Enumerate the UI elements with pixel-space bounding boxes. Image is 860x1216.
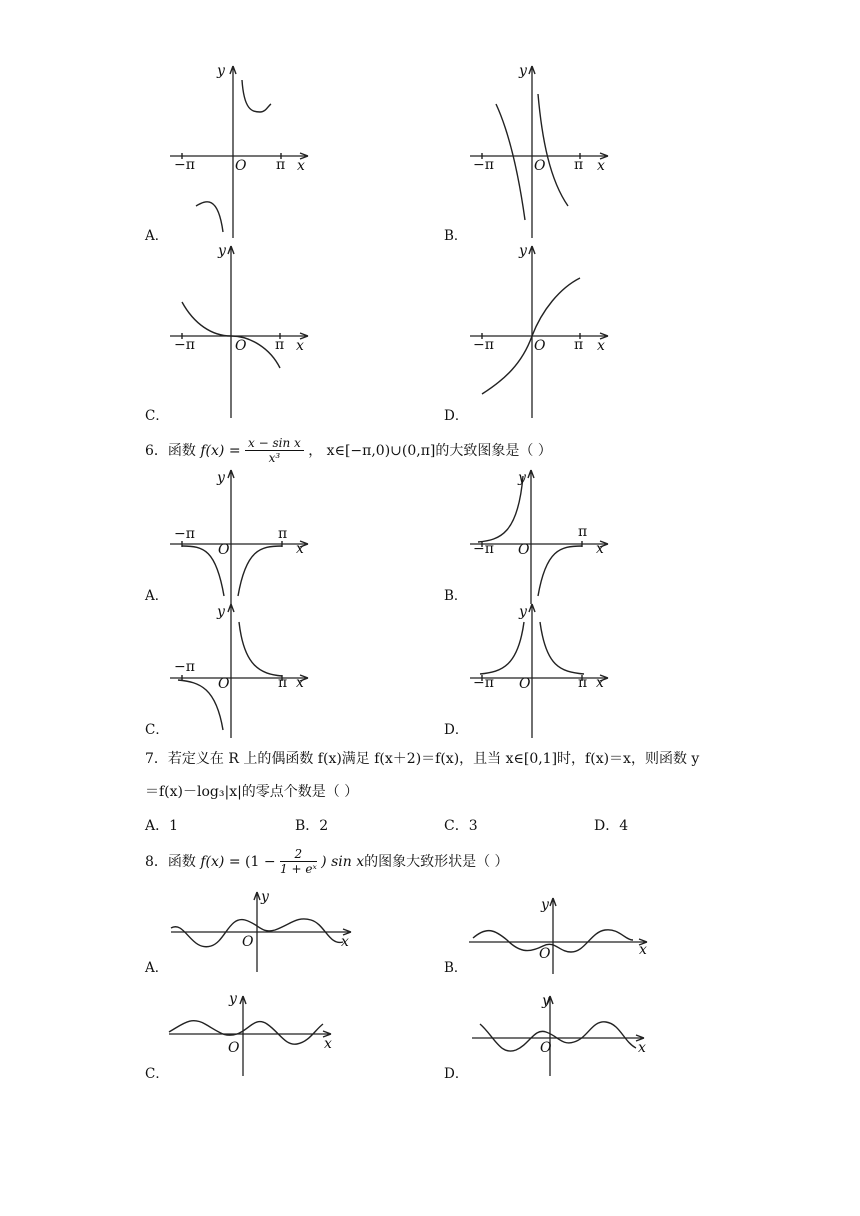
q8-frac-num: 2 bbox=[280, 847, 317, 862]
q5-option-a: A． bbox=[145, 228, 169, 244]
q7-choice-d: D．4 bbox=[594, 818, 629, 834]
q6-number: 6．函数 bbox=[145, 442, 196, 459]
q5b-y-label: y bbox=[519, 63, 527, 79]
q5d-x-label: x bbox=[597, 338, 605, 354]
q8a-x-label: x bbox=[341, 934, 349, 950]
q5a-origin: O bbox=[235, 158, 247, 174]
q8-func-lhs: f(x) = bbox=[200, 853, 241, 870]
q5b-x-label: x bbox=[597, 158, 605, 174]
q6-graph-d bbox=[460, 600, 620, 740]
q6-option-a: A． bbox=[145, 588, 169, 604]
q5a-pi: π bbox=[276, 157, 286, 173]
q8-paren-close: ) sin x bbox=[321, 853, 365, 870]
q8d-y-label: y bbox=[542, 993, 550, 1009]
q6c-y-label: y bbox=[217, 604, 225, 620]
q6d-pi: π bbox=[578, 675, 588, 691]
q8b-x-label: x bbox=[639, 942, 647, 958]
q8-option-a: A． bbox=[145, 960, 169, 976]
q6c-pi: π bbox=[278, 675, 288, 691]
q5b-negpi: −π bbox=[473, 157, 494, 173]
q6a-y-label: y bbox=[217, 470, 225, 486]
q8-graph-d bbox=[468, 994, 653, 1078]
q6b-y-label: y bbox=[518, 470, 526, 486]
q6-stem bbox=[145, 436, 552, 466]
q6c-x-label: x bbox=[296, 675, 304, 691]
q6b-negpi: −π bbox=[473, 541, 494, 557]
q6-frac-num: x − sin x bbox=[245, 436, 304, 451]
q8b-y-label: y bbox=[541, 897, 549, 913]
q6b-x-label: x bbox=[596, 541, 604, 557]
q5b-pi: π bbox=[574, 157, 584, 173]
q6-option-c: C． bbox=[145, 722, 169, 738]
q5-option-b: B． bbox=[444, 228, 468, 244]
q5-graph-d bbox=[460, 240, 620, 420]
q8-fraction bbox=[280, 847, 317, 877]
q8c-x-label: x bbox=[324, 1036, 332, 1052]
q7-choice-a: A．1 bbox=[145, 818, 179, 834]
q8-stem bbox=[145, 847, 509, 877]
q6-frac-den: x³ bbox=[268, 451, 281, 466]
q5c-x-label: x bbox=[296, 338, 304, 354]
q8b-origin: O bbox=[539, 946, 551, 962]
q8a-origin: O bbox=[242, 934, 254, 950]
q7-choice-c: C．3 bbox=[444, 818, 478, 834]
q5c-y-label: y bbox=[218, 243, 226, 259]
q8-question: 的图象大致形状是（ ） bbox=[364, 853, 509, 870]
q6-option-d: D． bbox=[444, 722, 469, 738]
q6c-origin: O bbox=[218, 676, 230, 692]
q6d-origin: O bbox=[519, 676, 531, 692]
q5a-x-label: x bbox=[297, 158, 305, 174]
q5c-negpi: −π bbox=[174, 337, 195, 353]
q8-frac-den: 1 + eˣ bbox=[280, 862, 317, 877]
q5-graph-c bbox=[160, 240, 320, 420]
q6a-pi: π bbox=[278, 526, 288, 542]
q8-option-c: C． bbox=[145, 1066, 169, 1082]
q6d-x-label: x bbox=[596, 675, 604, 691]
q7-stem-line1: 7．若定义在 R 上的偶函数 f(x)满足 f(x＋2)＝f(x)，且当 x∈[0,1]时，f(x)＝x，则函数 y bbox=[145, 751, 700, 767]
q8d-x-label: x bbox=[638, 1040, 646, 1056]
q8-graph-b bbox=[465, 896, 655, 976]
q6a-x-label: x bbox=[296, 541, 304, 557]
q5-graph-a bbox=[160, 60, 320, 240]
q6d-y-label: y bbox=[519, 604, 527, 620]
q7-stem-line2: ＝f(x)－log₃|x|的零点个数是（ ） bbox=[145, 784, 359, 800]
q5d-pi: π bbox=[574, 337, 584, 353]
q6c-negpi: −π bbox=[174, 659, 195, 675]
q8-number: 8．函数 bbox=[145, 853, 196, 870]
q6d-negpi: −π bbox=[473, 675, 494, 691]
q6-fraction bbox=[245, 436, 304, 466]
q6-option-b: B． bbox=[444, 588, 468, 604]
q6b-pi: π bbox=[578, 524, 588, 540]
q8d-origin: O bbox=[540, 1040, 552, 1056]
q5c-origin: O bbox=[235, 338, 247, 354]
q8-graph-c bbox=[165, 994, 340, 1078]
q6-func-lhs: f(x) = bbox=[200, 442, 241, 459]
q8-option-b: B． bbox=[444, 960, 468, 976]
q8c-origin: O bbox=[228, 1040, 240, 1056]
q5a-y-label: y bbox=[217, 63, 225, 79]
q6b-origin: O bbox=[518, 542, 530, 558]
q8a-y-label: y bbox=[261, 889, 269, 905]
q5d-origin: O bbox=[534, 338, 546, 354]
q5b-origin: O bbox=[534, 158, 546, 174]
q5a-negpi: −π bbox=[174, 157, 195, 173]
q5d-negpi: −π bbox=[473, 337, 494, 353]
q7-choice-b: B．2 bbox=[295, 818, 329, 834]
q5d-y-label: y bbox=[519, 243, 527, 259]
q8c-y-label: y bbox=[229, 991, 237, 1007]
q5c-pi: π bbox=[275, 337, 285, 353]
q8-option-d: D． bbox=[444, 1066, 469, 1082]
q5-option-d: D． bbox=[444, 408, 469, 424]
q6-question: 的大致图象是（ ） bbox=[435, 442, 552, 459]
q6-domain: ， x∈[−π,0)∪(0,π] bbox=[308, 442, 436, 459]
q6a-origin: O bbox=[218, 542, 230, 558]
q6-graph-b bbox=[460, 466, 620, 606]
q5-graph-b bbox=[460, 60, 620, 240]
q8-paren-open: (1 − bbox=[245, 853, 276, 870]
q5-option-c: C． bbox=[145, 408, 169, 424]
q6a-negpi: −π bbox=[174, 526, 195, 542]
